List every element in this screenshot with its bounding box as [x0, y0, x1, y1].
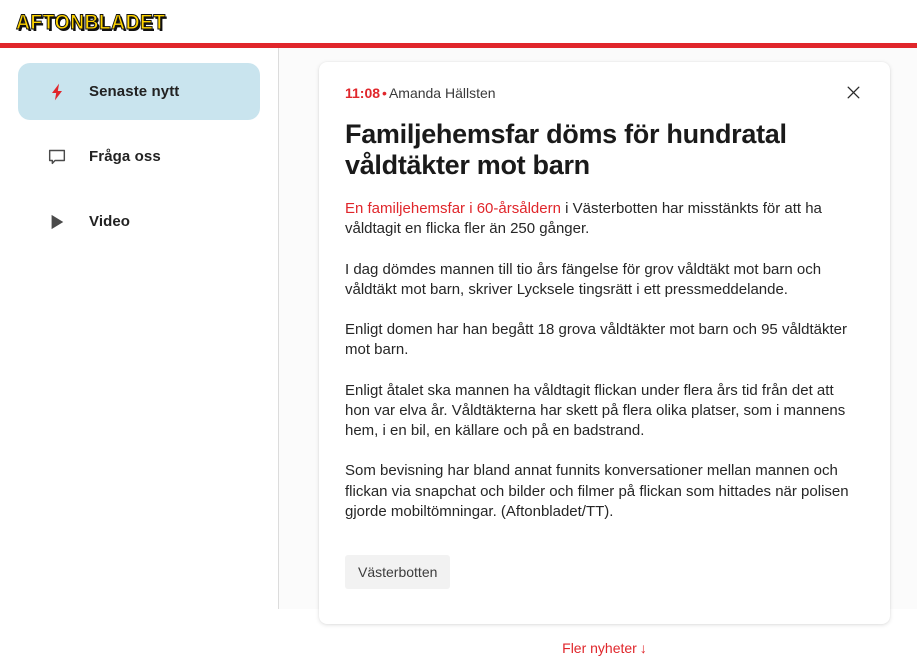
sidebar-item-label: Video [89, 213, 131, 230]
article-paragraph: I dag dömdes mannen till tio års fängelse för grov våldtäkt mot barn och våldtäkt mot barn, skriver Lycksele tingsrätt i ett pressmeddelande. [345, 260, 822, 298]
byline-separator: • [382, 85, 387, 101]
main-content [279, 48, 917, 656]
more-news-label: Fler nyheter [562, 640, 637, 656]
close-button[interactable] [840, 81, 866, 107]
play-triangle-icon [46, 211, 68, 233]
sidebar-item-label: Fråga oss [89, 148, 161, 165]
close-icon [845, 84, 862, 104]
more-news-link[interactable] [562, 640, 647, 656]
chat-bubble-icon [46, 146, 68, 168]
article-paragraph: Som bevisning har bland annat funnits konversationer mellan mannen och flickan via snapchat och bilder och filmer på flickan som hittades när polisen gjorde mobiltömningar. (Aftonbladet/TT). [345, 462, 849, 520]
tag-chip[interactable]: Västerbotten [345, 555, 450, 589]
article-lead-paragraph [345, 199, 853, 240]
lightning-bolt-icon [46, 81, 68, 103]
article-byline [345, 84, 496, 102]
more-news-row [319, 624, 890, 658]
article-header [345, 84, 864, 107]
aftonbladet-logo[interactable]: AFTONBLADET [16, 11, 166, 34]
lead-rest-text: i Västerbotten har misstänkts för att ha våldtagit en flicka fler än 250 gånger. [345, 200, 822, 238]
article-author: Amanda Hällsten [388, 85, 496, 101]
sidebar-item-fraga-oss[interactable] [18, 128, 260, 185]
article-body [345, 199, 864, 522]
article-paragraph: Enligt åtalet ska mannen ha våldtagit flickan under flera års tid från det att hon var elva år. Våldtäkterna har skett på flera olika platser, som i mannens hem, i en bil, en källare och på en badstrand. [345, 381, 846, 440]
article-card [319, 62, 890, 624]
sidebar [0, 48, 279, 609]
sidebar-item-video[interactable] [18, 193, 260, 250]
publish-time: 11:08 [345, 85, 381, 101]
article-tags [345, 555, 864, 589]
page-body [0, 48, 917, 656]
article-headline: Familjehemsfar döms för hundratal våldtäkter mot barn [345, 119, 787, 181]
arrow-down-icon: ↓ [639, 640, 647, 656]
sidebar-item-senaste-nytt[interactable] [18, 63, 260, 120]
sidebar-item-label: Senaste nytt [89, 83, 180, 100]
top-bar [0, 0, 917, 48]
article-paragraph: Enligt domen har han begått 18 grova våldtäkter mot barn och 95 våldtäkter mot barn. [345, 321, 847, 359]
lead-article-link[interactable]: En familjehemsfar i 60-årsåldern [345, 200, 561, 218]
